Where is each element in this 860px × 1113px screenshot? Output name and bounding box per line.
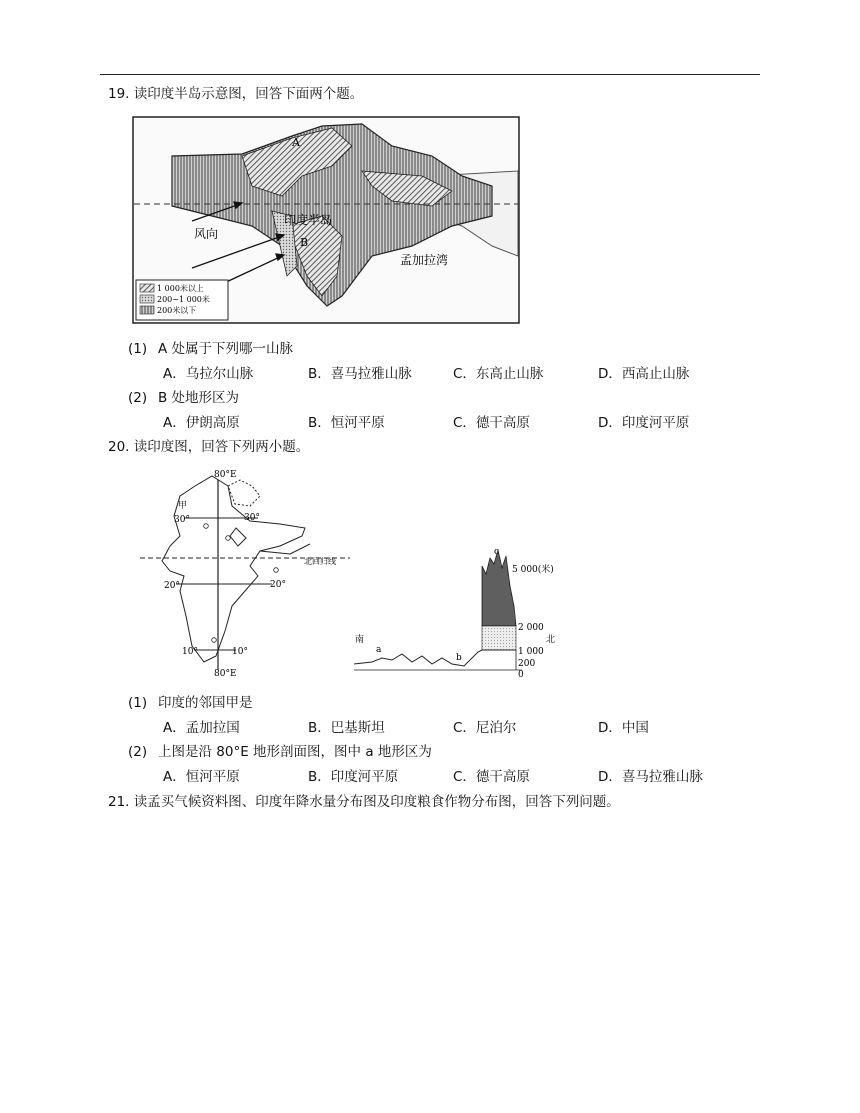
option-d[interactable]: D．喜马拉雅山脉 bbox=[598, 769, 703, 785]
option-b[interactable]: B．喜马拉雅山脉 bbox=[308, 366, 412, 382]
lat-30-right-label: 30° bbox=[244, 513, 260, 523]
legend-item-high: 1 000米以上 bbox=[157, 284, 204, 293]
tropic-of-cancer-label: 北回归线 bbox=[304, 557, 336, 566]
q20-sub2-number: (2) bbox=[128, 744, 148, 760]
lon-80e-top-label: 80°E bbox=[214, 470, 237, 480]
legend-item-low: 200米以下 bbox=[157, 306, 197, 315]
india-outline-map bbox=[140, 466, 350, 680]
y-label-200: 200 bbox=[518, 659, 536, 669]
lat-10-left-label: 10° bbox=[182, 647, 198, 657]
option-a[interactable]: A．恒河平原 bbox=[163, 769, 240, 785]
option-b[interactable]: B．恒河平原 bbox=[308, 415, 385, 431]
point-a-label: A bbox=[292, 136, 300, 149]
q19-sub2-number: (2) bbox=[128, 390, 148, 406]
india-peninsula-map bbox=[132, 116, 520, 324]
q20-sub2-options bbox=[163, 768, 763, 786]
q19-sub1-number: (1) bbox=[128, 341, 148, 357]
option-c[interactable]: C．东高止山脉 bbox=[453, 366, 544, 382]
option-b[interactable]: B．印度河平原 bbox=[308, 769, 399, 785]
option-d[interactable]: D．西高止山脉 bbox=[598, 366, 690, 382]
q20-sub1-number: (1) bbox=[128, 695, 148, 711]
lat-10-right-label: 10° bbox=[232, 647, 248, 657]
y-label-1000: 1 000 bbox=[518, 647, 544, 657]
question-20-heading: 20. 读印度图，回答下列两小题。 bbox=[108, 439, 310, 455]
profile-point-c: c bbox=[494, 547, 500, 557]
legend-item-mid: 200~1 000米 bbox=[157, 295, 210, 304]
profile-north-label: 北 bbox=[546, 635, 556, 645]
option-c[interactable]: C．德干高原 bbox=[453, 415, 530, 431]
profile-point-a: a bbox=[376, 645, 382, 655]
q19-sub2-text: B 处地形区为 bbox=[158, 390, 240, 406]
option-c[interactable]: C．德干高原 bbox=[453, 769, 530, 785]
option-d[interactable]: D．中国 bbox=[598, 720, 649, 736]
q19-sub2-options bbox=[163, 414, 763, 432]
option-b[interactable]: B．巴基斯坦 bbox=[308, 720, 385, 736]
header-rule bbox=[100, 74, 760, 75]
neighbor-jia-label: 甲 bbox=[178, 501, 188, 511]
q19-sub2-stem bbox=[128, 389, 239, 407]
question-21-heading: 21. 读孟买气候资料图、印度年降水量分布图及印度粮食作物分布图，回答下列问题。 bbox=[108, 794, 620, 810]
q20-sub2-stem bbox=[128, 743, 432, 761]
y-label-5000: 5 000(米) bbox=[512, 565, 554, 575]
option-d[interactable]: D．印度河平原 bbox=[598, 415, 690, 431]
lat-20-right-label: 20° bbox=[270, 580, 286, 590]
peninsula-label: 印度半岛 bbox=[284, 213, 333, 227]
y-label-0: 0 bbox=[518, 670, 524, 680]
lat-30-left-label: 30° bbox=[174, 515, 190, 525]
q20-sub1-text: 印度的邻国甲是 bbox=[158, 695, 253, 711]
profile-point-b: b bbox=[456, 653, 462, 663]
q19-sub1-text: A 处属于下列哪一山脉 bbox=[158, 341, 294, 357]
y-label-2000: 2 000 bbox=[518, 623, 544, 633]
q19-sub1-options bbox=[163, 365, 763, 383]
bay-of-bengal-label: 孟加拉湾 bbox=[400, 253, 449, 267]
option-c[interactable]: C．尼泊尔 bbox=[453, 720, 517, 736]
wind-direction-label: 风向 bbox=[194, 227, 219, 241]
point-b-label: B bbox=[300, 236, 309, 249]
option-a[interactable]: A．孟加拉国 bbox=[163, 720, 240, 736]
lon-80e-bottom-label: 80°E bbox=[214, 669, 237, 679]
lat-20-left-label: 20° bbox=[164, 581, 180, 591]
q20-sub1-options bbox=[163, 719, 763, 737]
q19-sub1-stem bbox=[128, 340, 293, 358]
option-a[interactable]: A．乌拉尔山脉 bbox=[163, 366, 254, 382]
q20-sub1-stem bbox=[128, 694, 253, 712]
question-19-heading: 19. 读印度半岛示意图，回答下面两个题。 bbox=[108, 86, 364, 102]
elevation-legend bbox=[136, 280, 228, 320]
q20-sub2-text: 上图是沿 80°E 地形剖面图，图中 a 地形区为 bbox=[158, 744, 432, 760]
profile-south-label: 南 bbox=[355, 635, 365, 645]
terrain-profile-80e bbox=[352, 546, 562, 680]
option-a[interactable]: A．伊朗高原 bbox=[163, 415, 240, 431]
